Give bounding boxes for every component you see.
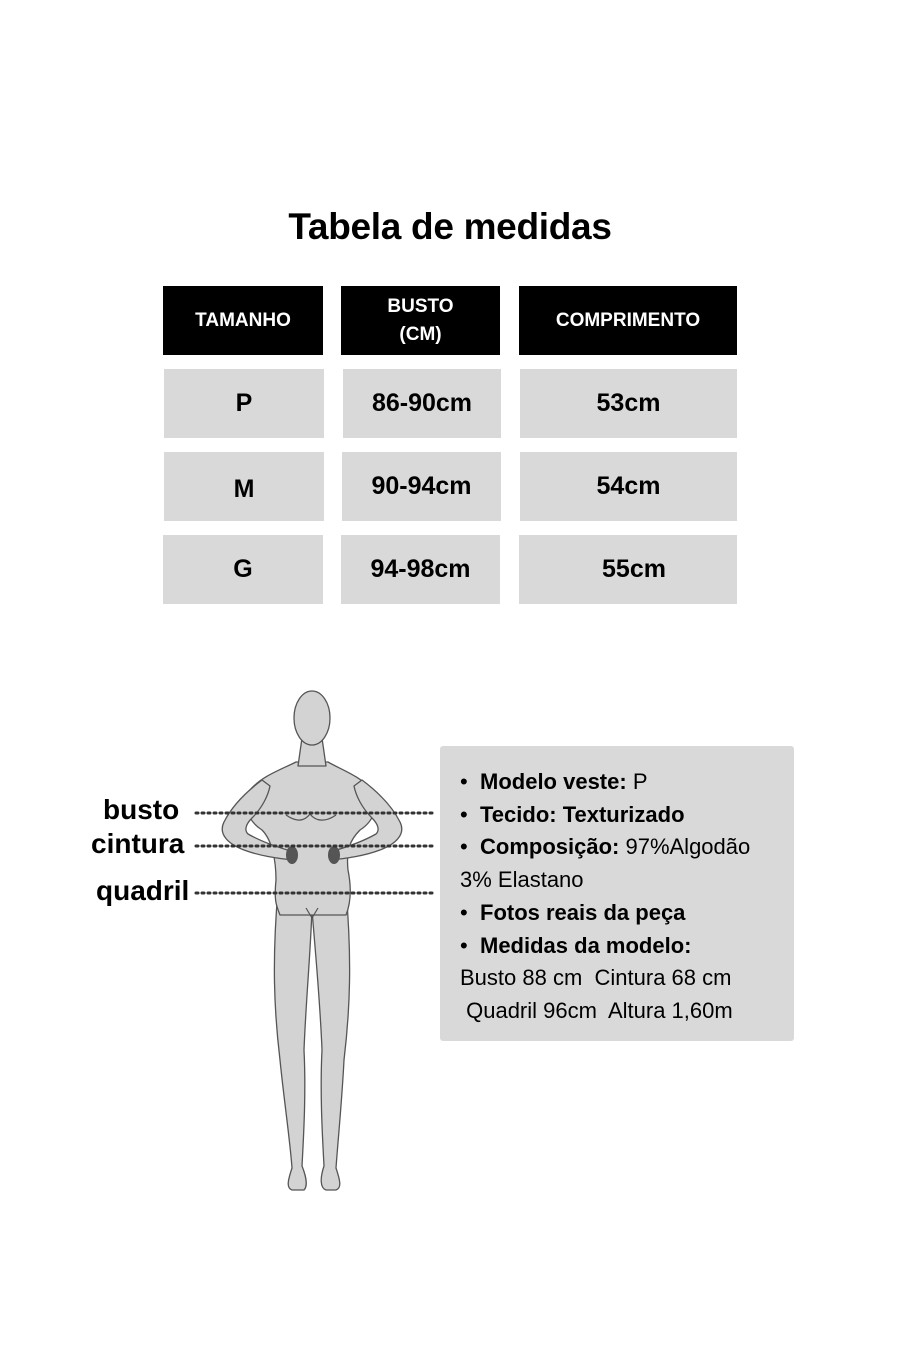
busto-g: 94-98cm xyxy=(370,555,471,583)
bullet-icon: • xyxy=(460,769,468,794)
bullet-icon: • xyxy=(460,834,468,860)
bullet-icon: • xyxy=(460,801,468,827)
comprimento-m: 54cm xyxy=(596,472,661,500)
bullet-icon: • xyxy=(460,932,468,958)
detail-medidas-label: Medidas da modelo: xyxy=(480,932,692,958)
label-cintura: cintura xyxy=(91,828,185,859)
header-tamanho-label: TAMANHO xyxy=(195,309,291,331)
header-busto-unit: (CM) xyxy=(399,323,442,345)
detail-medidas-line2: Quadril 96cm Altura 1,60m xyxy=(460,997,733,1023)
busto-p: 86-90cm xyxy=(371,389,473,417)
detail-tecido-text: Tecido: Texturizado xyxy=(480,801,685,827)
figure-left-leg xyxy=(274,890,312,1190)
label-quadril: quadril xyxy=(96,875,190,906)
detail-composicao-label: Composição: xyxy=(480,834,620,860)
detail-composicao-value: 97%Algodão xyxy=(619,834,751,860)
figure-head xyxy=(294,691,330,745)
detail-fotos xyxy=(460,897,794,930)
label-busto: busto xyxy=(103,794,180,825)
detail-modelo xyxy=(460,766,794,799)
header-busto-label: BUSTO xyxy=(387,295,454,317)
comprimento-g: 55cm xyxy=(602,555,666,583)
page-title: Tabela de medidas xyxy=(288,206,612,247)
detail-fotos-text: Fotos reais da peça xyxy=(480,899,686,925)
detail-modelo-value: P xyxy=(626,769,648,794)
detail-composicao xyxy=(460,831,794,864)
detail-tecido xyxy=(460,799,794,832)
bullet-icon: • xyxy=(460,899,468,925)
size-p: P xyxy=(235,389,253,417)
detail-modelo-label: Modelo veste: xyxy=(480,769,627,794)
comprimento-p: 53cm xyxy=(596,389,661,417)
detail-composicao-line2: 3% Elastano xyxy=(460,867,584,893)
figure-right-leg xyxy=(312,890,350,1190)
header-comprimento-label: COMPRIMENTO xyxy=(555,309,701,331)
detail-medidas-line1: Busto 88 cm Cintura 68 cm xyxy=(460,965,732,991)
detail-medidas xyxy=(460,930,794,963)
size-g: G xyxy=(233,555,253,583)
busto-m: 90-94cm xyxy=(371,472,472,500)
product-details-panel xyxy=(440,746,794,1041)
size-m: M xyxy=(233,475,255,503)
